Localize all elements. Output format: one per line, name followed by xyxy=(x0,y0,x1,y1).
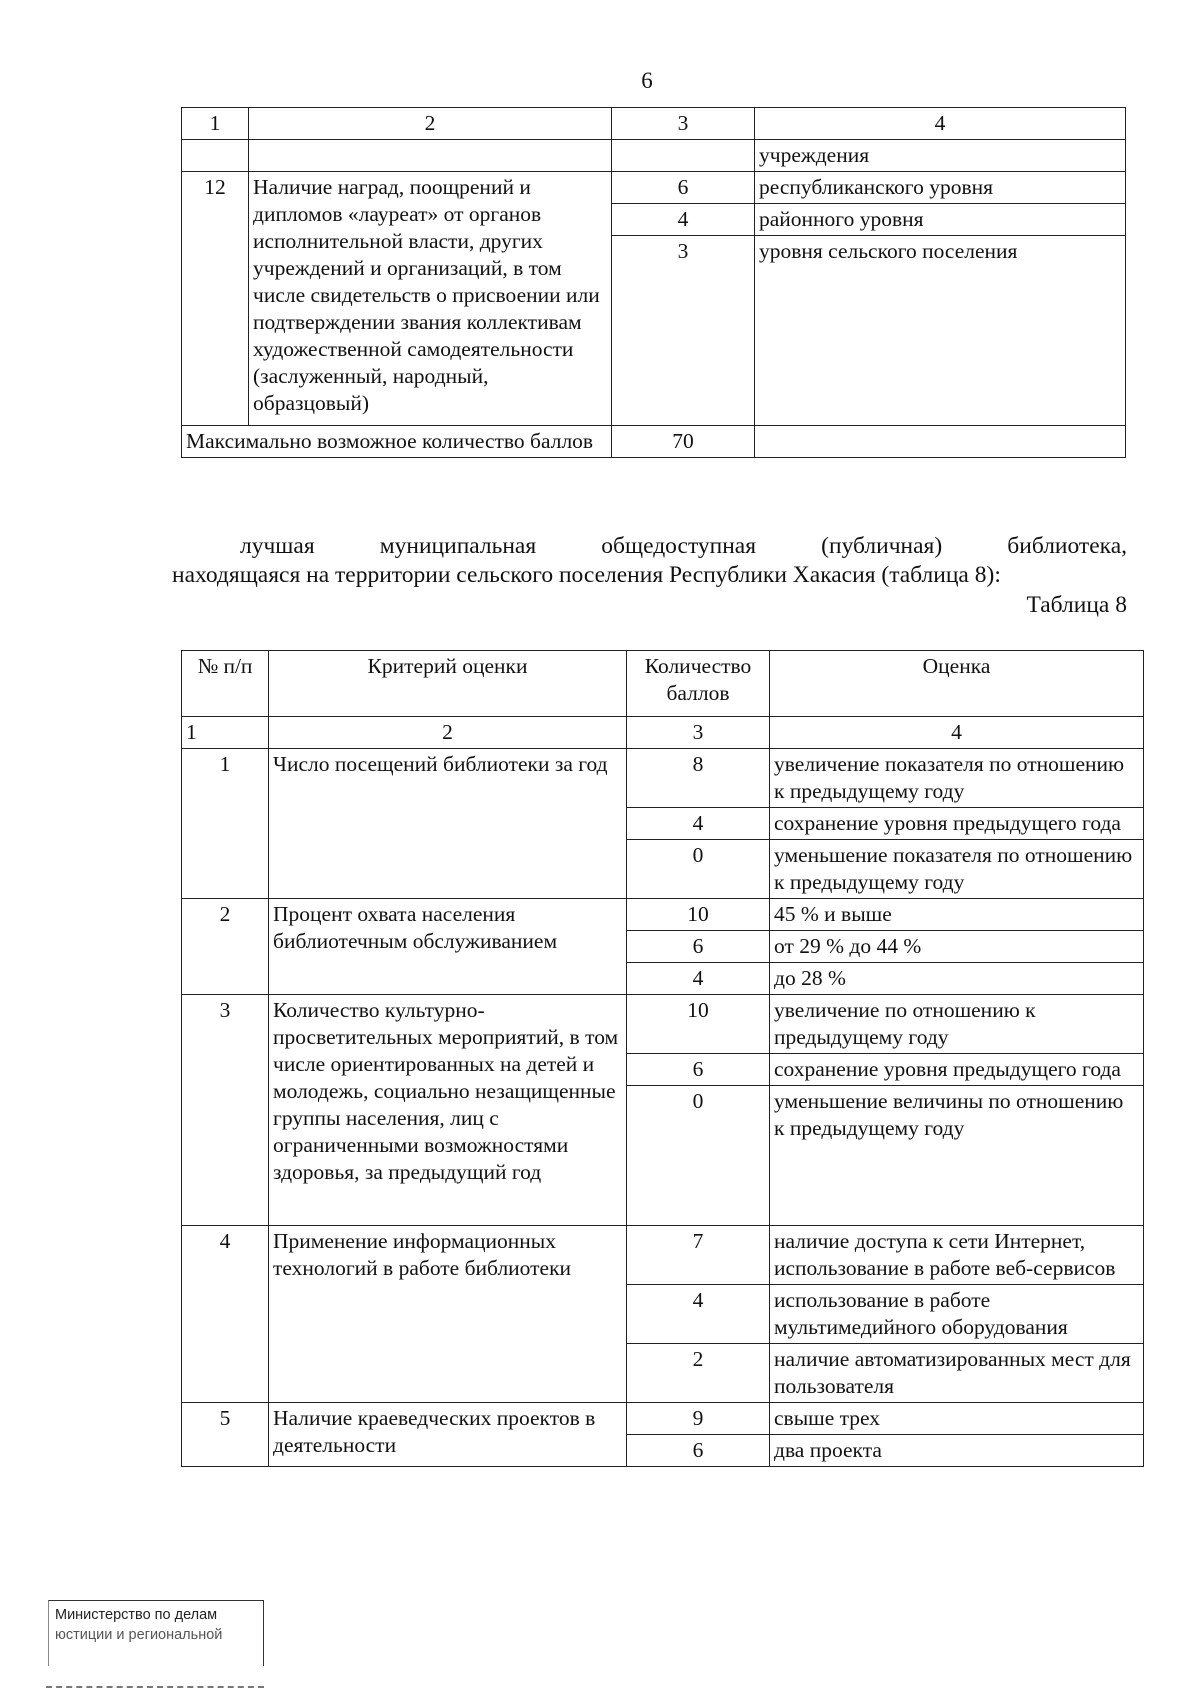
points-cell: 7 xyxy=(627,1226,770,1285)
column-number: 3 xyxy=(612,108,755,140)
rating-cell: уровня сельского поселения xyxy=(755,236,1126,426)
rating-cell: использование в работе мультимедийного оборудования xyxy=(770,1285,1144,1344)
intro-line: находящаяся на территории сельского поселения Республики Хакасия (таблица 8): xyxy=(172,562,1001,588)
column-number: 1 xyxy=(182,717,269,749)
table-total-row xyxy=(182,426,1126,458)
rating-cell: наличие доступа к сети Интернет, использование в работе веб-сервисов xyxy=(770,1226,1144,1285)
table-row xyxy=(182,1403,1144,1435)
total-label: Максимально возможное количество баллов xyxy=(182,426,612,458)
rating-cell: уменьшение величины по отношению к предыдущему году xyxy=(770,1086,1144,1226)
table-caption: Таблица 8 xyxy=(1026,592,1127,618)
stamp-dashed-edge xyxy=(46,1686,264,1688)
points-cell: 6 xyxy=(627,931,770,963)
rating-cell: увеличение показателя по отношению к предыдущему году xyxy=(770,749,1144,808)
header-num: № п/п xyxy=(182,651,269,717)
table-header-row xyxy=(182,108,1126,140)
rating-cell: сохранение уровня предыдущего года xyxy=(770,1054,1144,1086)
criterion-cell: Наличие наград, поощрений и дипломов «лауреат» от органов исполнительной власти, других учреждений и организаций, в том числе свидетельств о присвоении или подтверждении звания коллективам художественной самодеятельности (заслуженный, народный, образцовый) xyxy=(249,172,612,426)
points-cell: 9 xyxy=(627,1403,770,1435)
table-row xyxy=(182,1226,1144,1285)
column-number: 3 xyxy=(627,717,770,749)
table-row xyxy=(182,995,1144,1054)
row-number: 3 xyxy=(182,995,269,1226)
rating-cell: увеличение по отношению к предыдущему году xyxy=(770,995,1144,1054)
header-criterion: Критерий оценки xyxy=(269,651,627,717)
row-number: 4 xyxy=(182,1226,269,1403)
row-number: 5 xyxy=(182,1403,269,1467)
row-number: 2 xyxy=(182,899,269,995)
points-cell: 6 xyxy=(627,1054,770,1086)
intro-paragraph xyxy=(172,532,1127,590)
column-number: 1 xyxy=(182,108,249,140)
table-row xyxy=(182,140,1126,172)
points-cell: 3 xyxy=(612,236,755,426)
stamp-line: Министерство по делам xyxy=(55,1607,218,1623)
points-cell: 10 xyxy=(627,995,770,1054)
criterion-cell: Применение информационных технологий в работе библиотеки xyxy=(269,1226,627,1403)
table-row xyxy=(182,172,1126,204)
points-cell: 2 xyxy=(627,1344,770,1403)
criterion-cell: Количество культурно-просветительных мероприятий, в том числе ориентированных на детей и молодежь, социально незащищенные группы населения, лиц с ограниченными возможностями здоровья, за предыдущий год xyxy=(269,995,627,1226)
rating-cell: свыше трех xyxy=(770,1403,1144,1435)
criterion-cell: Наличие краеведческих проектов в деятельности xyxy=(269,1403,627,1467)
rating-cell: районного уровня xyxy=(755,204,1126,236)
table-8 xyxy=(181,650,1144,1467)
stamp-line: юстиции и региональной xyxy=(55,1627,223,1643)
registration-stamp xyxy=(48,1600,264,1666)
criterion-cell: Число посещений библиотеки за год xyxy=(269,749,627,899)
points-cell: 4 xyxy=(627,1285,770,1344)
criterion-cell: Процент охвата населения библиотечным обслуживанием xyxy=(269,899,627,995)
points-cell: 4 xyxy=(612,204,755,236)
rating-cell: 45 % и выше xyxy=(770,899,1144,931)
points-cell: 8 xyxy=(627,749,770,808)
table-row xyxy=(182,899,1144,931)
header-points: Количество баллов xyxy=(627,651,770,717)
rating-cell: до 28 % xyxy=(770,963,1144,995)
row-number: 12 xyxy=(182,172,249,426)
rating-cell: республиканского уровня xyxy=(755,172,1126,204)
points-cell: 4 xyxy=(627,808,770,840)
rating-cell: наличие автоматизированных мест для пользователя xyxy=(770,1344,1144,1403)
column-number: 4 xyxy=(755,108,1126,140)
rating-cell: сохранение уровня предыдущего года xyxy=(770,808,1144,840)
row-number: 1 xyxy=(182,749,269,899)
header-rating: Оценка xyxy=(770,651,1144,717)
points-cell: 0 xyxy=(627,840,770,899)
intro-line: лучшая муниципальная общедоступная (публичная) библиотека, xyxy=(240,533,1127,559)
column-number: 2 xyxy=(249,108,612,140)
points-cell: 0 xyxy=(627,1086,770,1226)
rating-cell: от 29 % до 44 % xyxy=(770,931,1144,963)
points-cell: 4 xyxy=(627,963,770,995)
column-number: 2 xyxy=(269,717,627,749)
table-row xyxy=(182,749,1144,808)
total-value: 70 xyxy=(612,426,755,458)
table-header-row xyxy=(182,651,1144,717)
rating-cell: учреждения xyxy=(755,140,1126,172)
rating-cell: два проекта xyxy=(770,1435,1144,1467)
column-number-row xyxy=(182,717,1144,749)
rating-cell: уменьшение показателя по отношению к предыдущему году xyxy=(770,840,1144,899)
page-number: 6 xyxy=(641,68,653,93)
points-cell: 6 xyxy=(627,1435,770,1467)
points-cell: 6 xyxy=(612,172,755,204)
points-cell: 10 xyxy=(627,899,770,931)
column-number: 4 xyxy=(770,717,1144,749)
table-7-continuation xyxy=(181,107,1126,458)
